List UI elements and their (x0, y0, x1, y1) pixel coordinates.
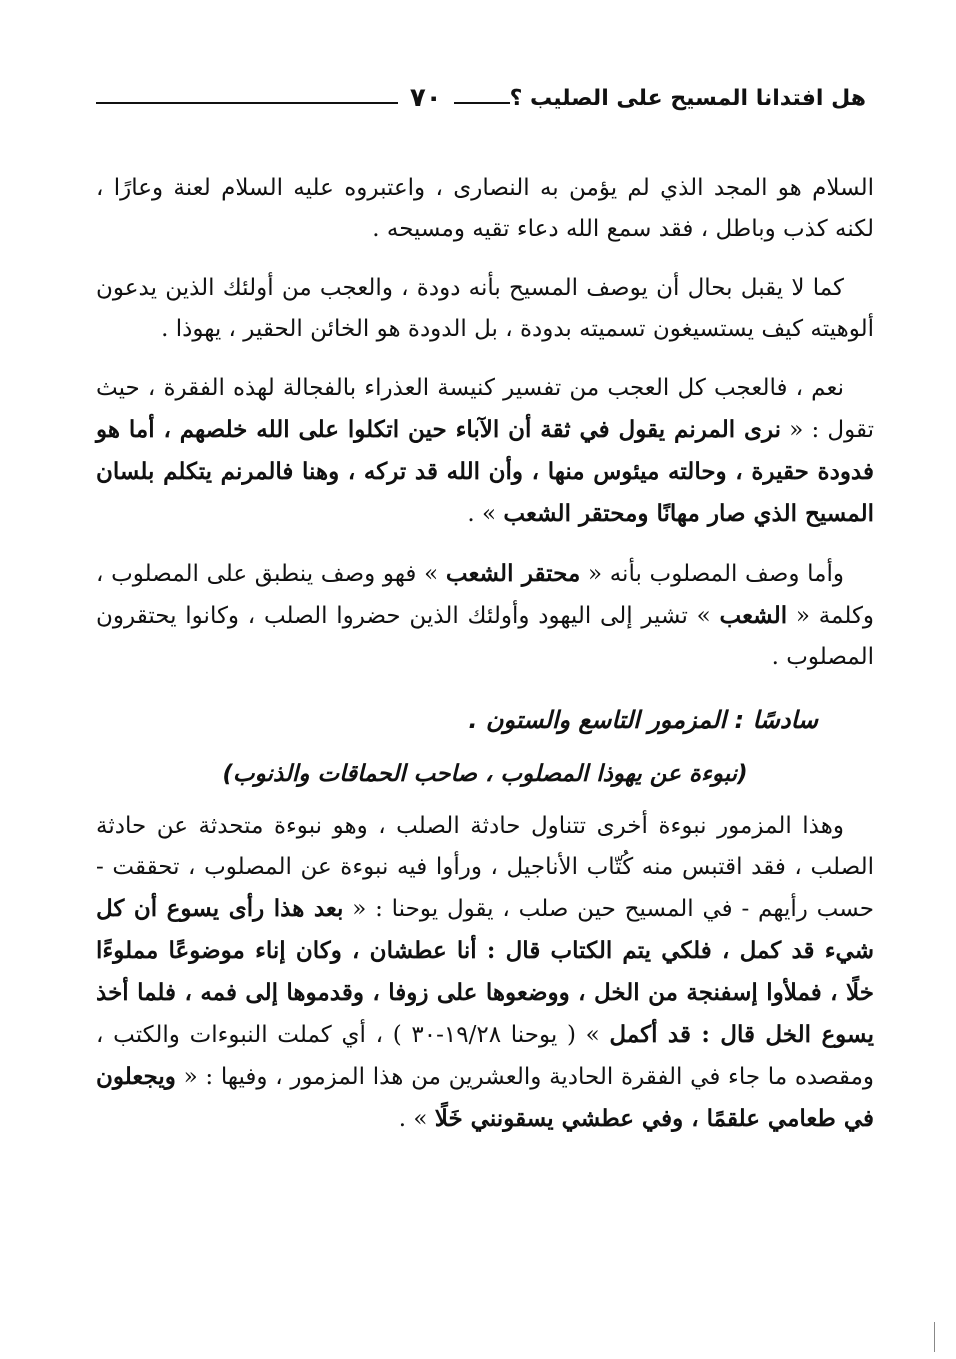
paragraph (96, 806, 874, 1140)
text-segment: » فهو وصف ينطبق على المصلوب ، وكلمة « (96, 561, 874, 629)
quoted-text: محتقر الشعب (445, 560, 581, 587)
header-rule-left (96, 102, 398, 104)
text-segment: السلام هو المجد الذي لم يؤمن به النصارى ، واعتبروه عليه السلام لعنة وعارًا ، لكنه كذب وباطل ، فقد سمع الله دعاء تقيه ومسيحه . (96, 175, 874, 242)
book-title: هل افتدانا المسيح على الصليب ؟ (509, 85, 866, 111)
quoted-text: نرى المرنم يقول في ثقة أن الآباء حين اتكلوا على الله خلصهم ، أما هو فدودة حقيرة ، وحالته ميئوس منها ، وأن الله قد تركه ، وهنا فالمرنم يتكلم بلسان المسيح الذي صار مهانًا ومحتقر الشعب (96, 416, 874, 527)
text-segment: » . (467, 501, 504, 527)
paragraph (96, 168, 874, 250)
paragraph (96, 553, 874, 678)
sub-heading: (نبوءة عن يهوذا المصلوب ، صاحب الحماقات والذنوب) (222, 761, 748, 787)
text-segment: » تشير إلى اليهود وأولئك الذين حضروا الصلب ، وكانوا يحتقرون المصلوب . (96, 603, 874, 670)
header-rule-right (454, 102, 510, 104)
paragraph (96, 268, 874, 350)
page-content (96, 168, 874, 1158)
running-header (96, 78, 876, 118)
text-segment: وهذا المزمور نبوءة أخرى تتناول حادثة الصلب ، وهو نبوءة متحدثة عن حادثة الصلب ، فقد اقتبس منه كُتّاب الأناجيل ، ورأوا فيه نبوءة عن المصلوب ، تحققت - حسب رأيهم - في المسيح حين صلب ، يقول يوحنا : « (96, 813, 874, 922)
text-segment: » ( يوحنا ١٩/٢٨-٣٠ ) ، أي كملت النبوءات والكتب ، ومقصده ما جاء في الفقرة الحادية والعشرين من هذا المزمور ، وفيها : « (96, 1022, 874, 1090)
quoted-text: الشعب (719, 602, 788, 629)
quoted-text: ويجعلون في طعامي علقمًا ، وفي عطشي يسقونني خَلًا (96, 1063, 874, 1132)
section-heading: سادسًا : المزمور التاسع والستون . (468, 706, 818, 734)
paragraph (96, 368, 874, 535)
quoted-text: بعد هذا رأى يسوع أن كل شيء قد كمل ، فلكي يتم الكتاب قال : أنا عطشان ، وكان إناء موضوعًا مملوءًا خلًا ، فملأوا إسفنجة من الخل ، ووضعوها على زوفا ، وقدموها إلى فمه ، فلما أخذ يسوع الخل قال : قد أكمل (96, 895, 874, 1048)
text-segment: وأما وصف المصلوب بأنه « (580, 561, 844, 587)
scan-edge-mark (934, 1322, 935, 1352)
text-segment: نعم ، فالعجب كل العجب من تفسير كنيسة العذراء بالفجالة لهذه الفقرة ، حيث تقول : « (96, 375, 875, 443)
page-number: ٧٠ (409, 83, 442, 113)
text-segment: كما لا يقبل بحال أن يوصف المسيح بأنه دودة ، والعجب من أولئك الذين يدعون ألوهيته كيف يستسيغون تسميته بدودة ، بل الدودة هو الخائن الحقير ، يهوذا . (96, 275, 874, 342)
text-segment: » . (398, 1106, 435, 1132)
